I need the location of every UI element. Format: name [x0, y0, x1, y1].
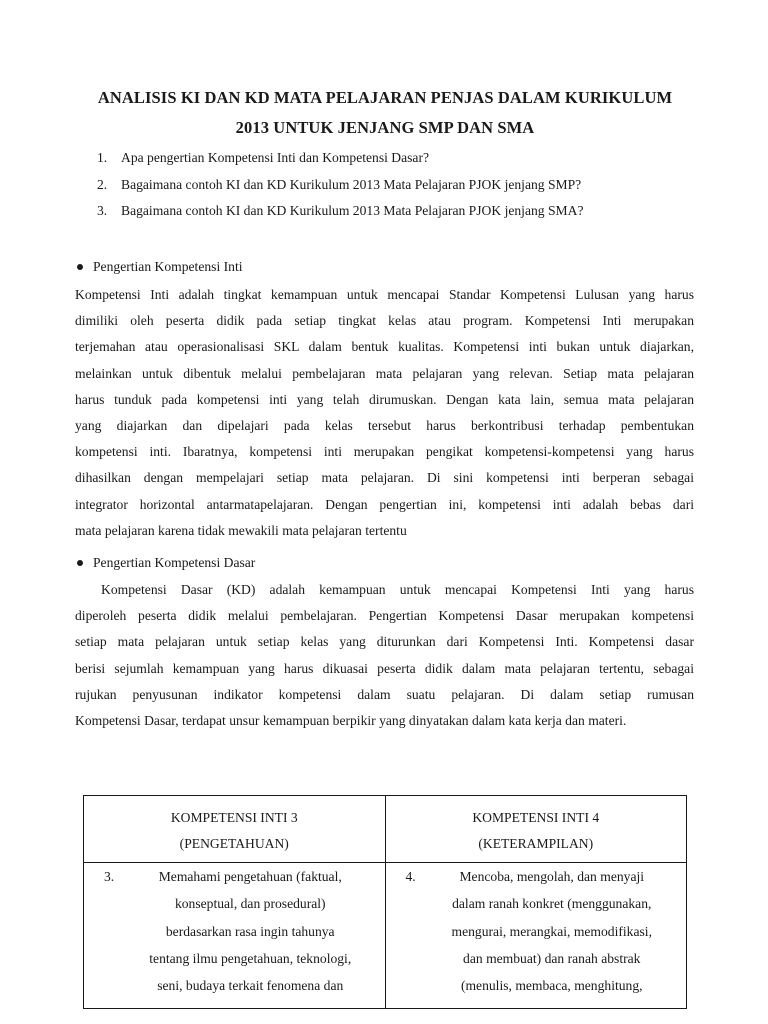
document-title-line-1: ANALISIS KI DAN KD MATA PELAJARAN PENJAS DALAM KURIKULUM	[97, 88, 673, 107]
header-line: (PENGETAHUAN)	[179, 836, 289, 851]
paragraph-line: diperoleh peserta didik melalui pembelajaran. Pengertian Kompetensi Dasar merupakan kompetensi	[75, 608, 694, 624]
cell-line: Memahami pengetahuan (faktual,	[158, 869, 342, 884]
header-line: (KETERAMPILAN)	[478, 836, 594, 851]
cell-text	[126, 869, 375, 1005]
table-header-ki4	[385, 796, 687, 863]
question-text: Apa pengertian Kompetensi Inti dan Kompetensi Dasar?	[121, 150, 430, 165]
paragraph-kompetensi-inti	[75, 287, 694, 549]
item-number: 3.	[104, 869, 115, 884]
bullet-icon	[77, 560, 83, 566]
cell-line: seni, budaya terkait fenomena dan	[157, 978, 344, 994]
header-line: KOMPETENSI INTI 4	[472, 810, 600, 825]
paragraph-line: setiap mata pelajaran untuk setiap kelas yang diturunkan dari Kompetensi Inti. Kompetensi dasar	[75, 634, 694, 650]
section-heading-text: Pengertian Kompetensi Inti	[93, 259, 243, 274]
cell-line: dalam ranah konkret (menggunakan,	[452, 896, 652, 912]
paragraph-line: berisi sejumlah kemampuan yang harus dikuasai peserta didik dalam mata pelajaran tertentu, sebagai	[75, 660, 694, 676]
table-cell-ki4	[385, 863, 687, 1009]
cell-line: dan membuat) dan ranah abstrak	[463, 950, 641, 966]
paragraph-line: rujukan penyusunan indikator kompetensi dalam suatu pelajaran. Di dalam setiap rumusan	[75, 686, 694, 702]
question-item	[75, 177, 695, 204]
cell-line: berdasarkan rasa ingin tahunya	[165, 923, 335, 939]
section-heading-text: Pengertian Kompetensi Dasar	[93, 555, 256, 570]
item-number: 4.	[405, 869, 416, 884]
paragraph-line: terjemahan atau operasionalisasi SKL dalam bentuk kualitas. Kompetensi inti bukan untuk diajarkan,	[75, 339, 694, 355]
table-row	[84, 863, 687, 1009]
paragraph-kompetensi-dasar	[75, 582, 694, 739]
question-item	[75, 203, 695, 230]
document-title-line-2: 2013 UNTUK JENJANG SMP DAN SMA	[235, 118, 535, 137]
paragraph-line: melainkan untuk dibentuk melalui pembelajaran mata pelajaran yang relevan. Setiap mata pelajaran	[75, 365, 694, 381]
paragraph-line: Kompetensi Dasar (KD) adalah kemampuan untuk mencapai Kompetensi Inti yang harus	[101, 582, 694, 597]
table-header-ki3	[84, 796, 386, 863]
question-item	[75, 150, 695, 177]
table-cell-ki3	[84, 863, 386, 1009]
paragraph-line: dihasilkan dengan mempelajari setiap mata pelajaran. Di sini kompetensi inti berperan sebagai	[75, 470, 694, 486]
ki-kd-table	[83, 795, 687, 1009]
question-text: Bagaimana contoh KI dan KD Kurikulum 2013 Mata Pelajaran PJOK jenjang SMP?	[121, 176, 582, 192]
paragraph-line: yang diajarkan dan dipelajari pada kelas tersebut harus berkontribusi terhadap pembentukan	[75, 417, 694, 433]
table-header-row	[84, 796, 687, 863]
paragraph-line: dimiliki oleh peserta didik pada setiap tingkat kelas atau program. Kompetensi Inti merupakan	[75, 313, 694, 329]
header-line: KOMPETENSI INTI 3	[170, 810, 298, 825]
question-text: Bagaimana contoh KI dan KD Kurikulum 2013 Mata Pelajaran PJOK jenjang SMA?	[121, 203, 584, 218]
cell-line: (menulis, membaca, menghitung,	[460, 978, 643, 994]
paragraph-line: mata pelajaran karena tidak mewakili mata pelajaran tertentu	[75, 522, 407, 538]
question-number: 2.	[97, 176, 108, 192]
paragraph-line: kompetensi inti. Ibaratnya, kompetensi inti merupakan pengikat kompetensi-kompetensi yang harus	[75, 444, 694, 460]
question-list	[75, 150, 695, 230]
bullet-icon	[77, 264, 83, 270]
paragraph-line: Kompetensi Inti adalah tingkat kemampuan untuk mencapai Standar Kompetensi Lulusan yang harus	[75, 287, 694, 302]
paragraph-line: integrator horizontal antarmatapelajaran. Dengan pengertian ini, kompetensi inti adalah bebas dari	[75, 496, 694, 512]
cell-line: tentang ilmu pengetahuan, teknologi,	[149, 950, 352, 966]
cell-line: Mencoba, mengolah, dan menyaji	[459, 869, 645, 884]
question-number: 1.	[97, 150, 108, 165]
cell-line: konseptual, dan prosedural)	[174, 896, 326, 912]
question-number: 3.	[97, 203, 108, 218]
cell-line: mengurai, merangkai, memodifikasi,	[451, 923, 652, 939]
paragraph-line: Kompetensi Dasar, terdapat unsur kemampuan berpikir yang dinyatakan dalam kata kerja dan materi.	[75, 712, 627, 728]
cell-text	[428, 869, 677, 1005]
paragraph-line: harus tunduk pada kompetensi inti yang telah dirumuskan. Dengan kata lain, semua mata pelajaran	[75, 391, 694, 407]
